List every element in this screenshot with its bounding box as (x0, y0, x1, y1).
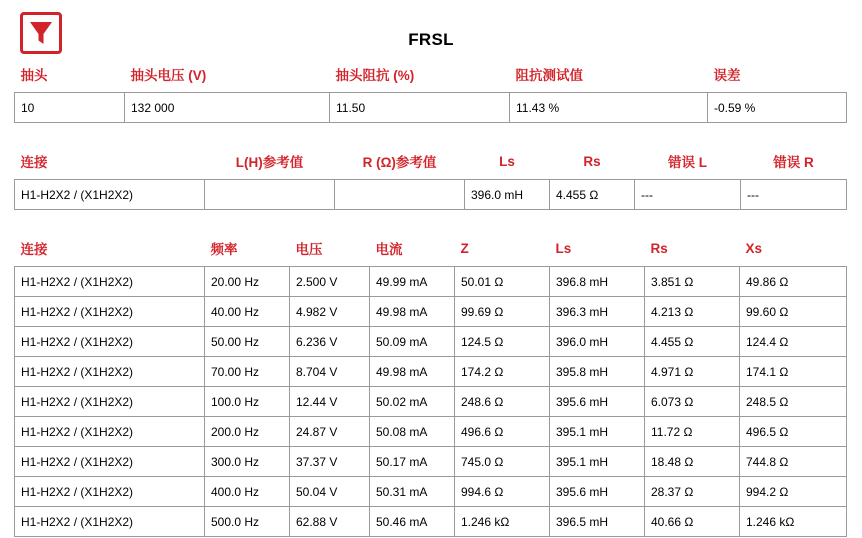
table-cell: H1-H2X2 / (X1H2X2) (15, 357, 205, 387)
table-cell: 18.48 Ω (645, 447, 740, 477)
reference-table (14, 145, 847, 210)
table-cell: 10 (15, 93, 125, 123)
sweep-table-header-cell: 电压 (295, 242, 323, 257)
table-cell: 40.00 Hz (205, 297, 290, 327)
reference-table-header-cell: Rs (583, 153, 601, 169)
table-row (15, 297, 847, 327)
reference-table-header-cell: 错误 L (668, 155, 707, 170)
table-cell: H1-H2X2 / (X1H2X2) (15, 417, 205, 447)
table-cell: 994.2 Ω (740, 477, 847, 507)
table-cell: 4.971 Ω (645, 357, 740, 387)
table-cell: 6.236 V (290, 327, 370, 357)
sweep-table-header-row (15, 232, 847, 267)
section-gap (14, 123, 848, 145)
table-cell: 496.5 Ω (740, 417, 847, 447)
table-cell: 50.31 mA (370, 477, 455, 507)
table-cell: 248.5 Ω (740, 387, 847, 417)
reference-table-header-cell: Ls (499, 153, 515, 169)
table-cell: 11.72 Ω (645, 417, 740, 447)
table-cell: 994.6 Ω (455, 477, 550, 507)
table-cell: 496.6 Ω (455, 417, 550, 447)
table-cell: 20.00 Hz (205, 267, 290, 297)
sweep-table (14, 232, 847, 537)
table-cell: 1.246 kΩ (740, 507, 847, 537)
table-cell: 24.87 V (290, 417, 370, 447)
table-cell: 395.6 mH (550, 477, 645, 507)
table-cell: 248.6 Ω (455, 387, 550, 417)
table-cell: 49.99 mA (370, 267, 455, 297)
sweep-table-header-cell: 连接 (20, 242, 48, 257)
section-gap (14, 210, 848, 232)
table-cell: 396.0 mH (465, 180, 550, 210)
table-cell: 50.17 mA (370, 447, 455, 477)
table-cell: 49.98 mA (370, 357, 455, 387)
table-cell: 40.66 Ω (645, 507, 740, 537)
table-cell: 4.455 Ω (645, 327, 740, 357)
table-cell: 174.2 Ω (455, 357, 550, 387)
table-cell: 6.073 Ω (645, 387, 740, 417)
table-cell: 11.43 % (510, 93, 708, 123)
table-cell: 124.5 Ω (455, 327, 550, 357)
table-row (15, 93, 847, 123)
table-cell: 300.0 Hz (205, 447, 290, 477)
table-cell: 50.09 mA (370, 327, 455, 357)
table-cell: 50.08 mA (370, 417, 455, 447)
table-cell: 500.0 Hz (205, 507, 290, 537)
table-cell: 100.0 Hz (205, 387, 290, 417)
sweep-table-header-cell: Rs (650, 240, 668, 256)
table-cell: 12.44 V (290, 387, 370, 417)
table-cell: -0.59 % (708, 93, 847, 123)
table-cell: 4.455 Ω (550, 180, 635, 210)
table-cell (335, 180, 465, 210)
tap-table-header-cell: 抽头阻抗 (%) (335, 68, 415, 83)
table-cell: 99.69 Ω (455, 297, 550, 327)
table-row (15, 417, 847, 447)
table-cell: 1.246 kΩ (455, 507, 550, 537)
sweep-table-header-cell: 频率 (210, 242, 238, 257)
table-cell: 395.1 mH (550, 447, 645, 477)
table-cell: H1-H2X2 / (X1H2X2) (15, 267, 205, 297)
table-cell: 3.851 Ω (645, 267, 740, 297)
table-cell: 396.0 mH (550, 327, 645, 357)
table-cell: H1-H2X2 / (X1H2X2) (15, 327, 205, 357)
table-cell: 37.37 V (290, 447, 370, 477)
reference-table-header-cell: R (Ω)参考值 (362, 155, 437, 170)
table-cell: 395.8 mH (550, 357, 645, 387)
table-cell: 99.60 Ω (740, 297, 847, 327)
table-cell: 396.5 mH (550, 507, 645, 537)
table-cell: H1-H2X2 / (X1H2X2) (15, 387, 205, 417)
table-cell: 62.88 V (290, 507, 370, 537)
sweep-table-header-cell: Ls (555, 240, 572, 256)
table-cell (205, 180, 335, 210)
table-cell: 174.1 Ω (740, 357, 847, 387)
tap-table-header-row (15, 58, 847, 93)
table-cell: 50.46 mA (370, 507, 455, 537)
table-cell: H1-H2X2 / (X1H2X2) (15, 297, 205, 327)
report-header (14, 10, 848, 58)
sweep-table-header-cell: 电流 (375, 242, 403, 257)
table-cell: 50.04 V (290, 477, 370, 507)
table-cell: 395.6 mH (550, 387, 645, 417)
tap-table-header-cell: 误差 (713, 68, 741, 83)
reference-table-header-cell: L(H)参考值 (235, 155, 304, 170)
table-cell: 49.86 Ω (740, 267, 847, 297)
table-cell: 2.500 V (290, 267, 370, 297)
table-cell: 50.00 Hz (205, 327, 290, 357)
tap-table-header-cell: 抽头电压 (V) (130, 68, 207, 83)
table-cell: 50.02 mA (370, 387, 455, 417)
table-row (15, 447, 847, 477)
table-cell: 4.982 V (290, 297, 370, 327)
table-cell: 70.00 Hz (205, 357, 290, 387)
reference-table-header-row (15, 145, 847, 180)
table-row (15, 387, 847, 417)
tap-table-header-cell: 抽头 (20, 68, 48, 83)
reference-table-header-cell: 错误 R (773, 155, 814, 170)
table-row (15, 477, 847, 507)
table-cell: 132 000 (125, 93, 330, 123)
table-cell: 11.50 (330, 93, 510, 123)
table-cell: 50.01 Ω (455, 267, 550, 297)
table-row (15, 507, 847, 537)
table-cell: H1-H2X2 / (X1H2X2) (15, 180, 205, 210)
table-cell: 745.0 Ω (455, 447, 550, 477)
table-cell: --- (635, 180, 741, 210)
table-cell: H1-H2X2 / (X1H2X2) (15, 507, 205, 537)
table-cell: 744.8 Ω (740, 447, 847, 477)
table-cell: 4.213 Ω (645, 297, 740, 327)
table-row (15, 267, 847, 297)
table-row (15, 180, 847, 210)
table-cell: 400.0 Hz (205, 477, 290, 507)
table-row (15, 327, 847, 357)
tap-table-header-cell: 阻抗测试值 (515, 68, 583, 83)
table-cell: 8.704 V (290, 357, 370, 387)
table-cell: 396.3 mH (550, 297, 645, 327)
table-cell: 396.8 mH (550, 267, 645, 297)
table-cell: 200.0 Hz (205, 417, 290, 447)
tap-table (14, 58, 847, 123)
sweep-table-header-cell: Xs (745, 240, 763, 256)
reference-table-header-cell: 连接 (20, 155, 48, 170)
table-row (15, 357, 847, 387)
table-cell: 28.37 Ω (645, 477, 740, 507)
table-cell: 124.4 Ω (740, 327, 847, 357)
table-cell: H1-H2X2 / (X1H2X2) (15, 447, 205, 477)
table-cell: --- (741, 180, 847, 210)
table-cell: 395.1 mH (550, 417, 645, 447)
table-cell: H1-H2X2 / (X1H2X2) (15, 477, 205, 507)
page-title: FRSL (408, 30, 454, 49)
sweep-table-header-cell: Z (460, 240, 469, 256)
brand-logo-icon (20, 12, 62, 54)
table-cell: 49.98 mA (370, 297, 455, 327)
sweep-table-body (15, 267, 847, 537)
